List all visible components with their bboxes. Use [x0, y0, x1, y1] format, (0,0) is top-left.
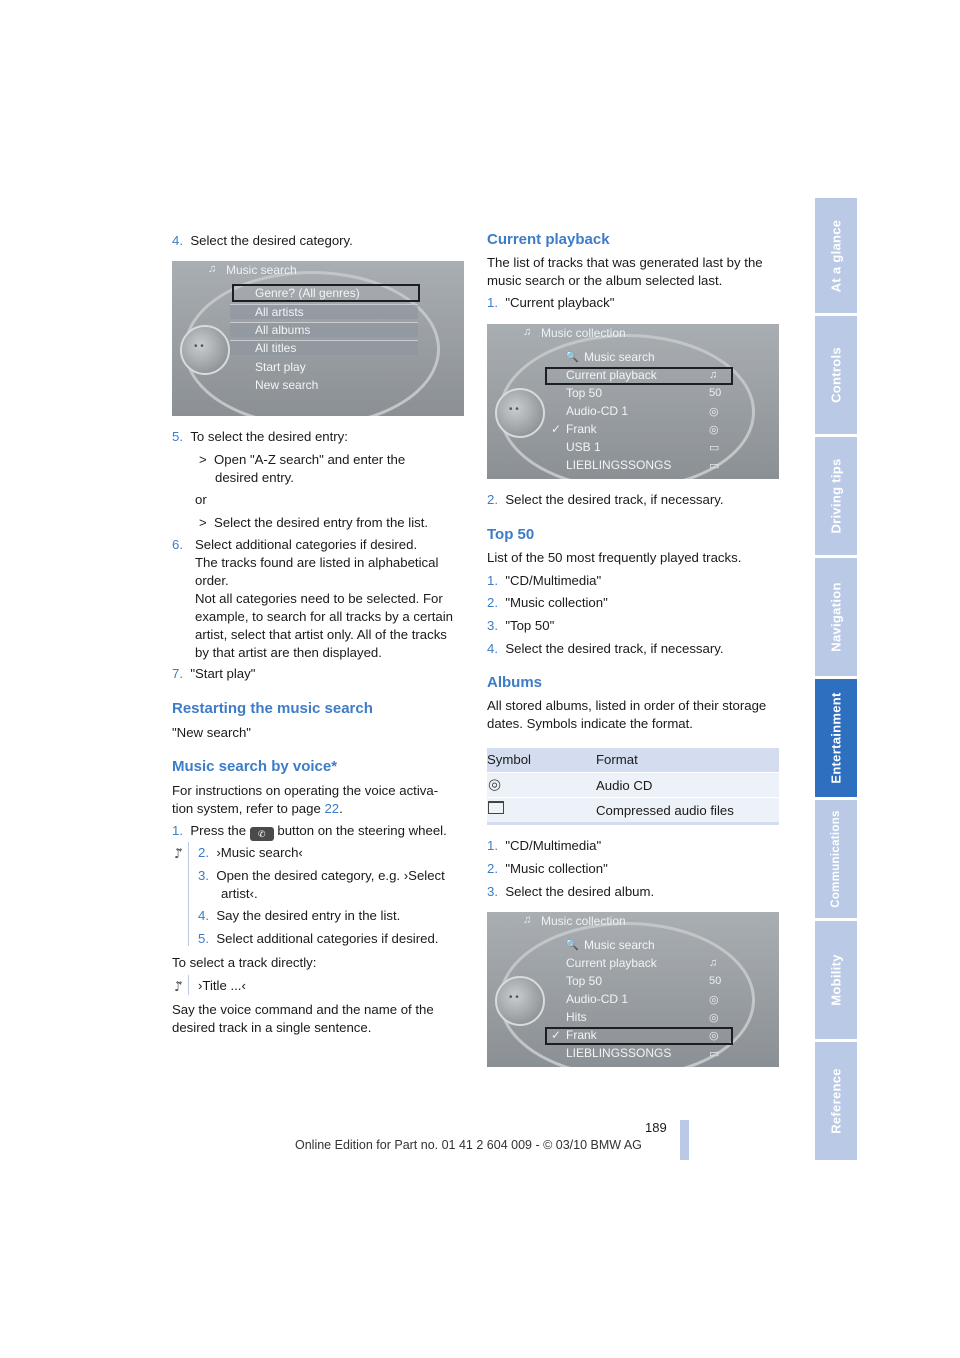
voice-command-icon: ♪⃡: [174, 979, 183, 994]
voice-button-icon: ✆: [250, 827, 274, 841]
table-header-symbol: Symbol: [487, 752, 531, 767]
voice-intro: For instructions on operating the voice activa- tion system, refer to page 22.: [172, 783, 439, 816]
top50-step-1: 1. "CD/Multimedia": [487, 573, 602, 588]
side-tab-navigation[interactable]: Navigation: [815, 558, 857, 676]
table-header-format: Format: [596, 752, 638, 767]
menu-item: All titles: [255, 341, 297, 355]
music-collection-icon: ♫: [523, 914, 532, 926]
cd-icon: ◎: [709, 406, 719, 418]
voice-command-icon: ♪⃡: [174, 846, 183, 861]
page-number: 189: [645, 1120, 667, 1135]
albums-step-2: 2. "Music collection": [487, 861, 608, 876]
step-5-option-1: > Open "A-Z search" and enter the desired entry.: [199, 452, 406, 485]
direct-select-text: To select a track directly:: [172, 955, 317, 970]
controller-knob: [495, 976, 545, 1026]
page-link-22[interactable]: 22: [324, 801, 340, 816]
side-tab-communications[interactable]: Communications: [815, 800, 857, 918]
top50-step-2: 2. "Music collection": [487, 595, 608, 610]
search-icon: 🔍: [565, 351, 579, 363]
folder-icon: ▭: [709, 460, 720, 472]
menu-item: All albums: [255, 323, 311, 337]
albums-text: All stored albums, listed in order of their storage dates. Symbols indicate the format.: [487, 698, 767, 731]
cd-icon: ◎: [709, 1030, 719, 1042]
voice-step-1: 1. Press the ✆ button on the steering wheel.: [172, 823, 447, 839]
edition-footer: Online Edition for Part no. 01 41 2 604 009 - © 03/10 BMW AG: [295, 1138, 642, 1152]
cd-icon: ◎: [709, 1012, 719, 1024]
screenshot-music-collection-albums: ♫ Music collection • • 🔍 Music search Current playback Top 50 Audio-CD 1 Hits ✓ Frank LIEBLINGSSONGS ♫ 50 ◎ ◎ ◎ ▭: [487, 912, 779, 1067]
side-tab-controls[interactable]: Controls: [815, 316, 857, 434]
current-playback-text: The list of tracks that was generated last by the music search or the album selected last.: [487, 255, 763, 288]
voice-step-3: 3. Open the desired category, e.g. ›Select artist‹.: [198, 868, 445, 901]
step-5-option-2: > Select the desired entry from the list.: [199, 515, 429, 530]
menu-item: New search: [255, 378, 319, 392]
page-marker-bar: [680, 1120, 689, 1160]
shot1-title: Music search: [226, 263, 297, 277]
controller-knob: [180, 325, 230, 375]
music-search-icon: ♫: [208, 263, 217, 275]
audio-cd-icon: ◎: [488, 776, 502, 793]
step-7: 7. "Start play": [172, 666, 256, 681]
music-collection-icon: ♫: [523, 326, 532, 338]
side-tab-reference[interactable]: Reference: [815, 1042, 857, 1160]
playlist-icon: ♫: [709, 369, 718, 381]
cd-icon: ◎: [709, 994, 719, 1006]
screenshot-music-search: [172, 261, 464, 416]
side-tab-mobility[interactable]: Mobility: [815, 921, 857, 1039]
top50-icon: 50: [709, 975, 722, 987]
menu-item: Genre? (All genres): [255, 286, 360, 300]
top50-step-4: 4. Select the desired track, if necessary.: [487, 641, 724, 656]
heading-restarting-music-search: Restarting the music search: [172, 700, 373, 717]
folder-icon: ▭: [709, 1048, 720, 1060]
voice-step-5: 5. Select additional categories if desired.: [198, 931, 439, 946]
heading-music-search-by-voice: Music search by voice*: [172, 758, 338, 775]
heading-current-playback: Current playback: [487, 231, 610, 248]
top50-text: List of the 50 most frequently played tracks.: [487, 550, 742, 565]
current-step-1: 1. "Current playback": [487, 295, 615, 310]
albums-step-3: 3. Select the desired album.: [487, 884, 655, 899]
screenshot-music-collection-current: ♫ Music collection • • 🔍 Music search Current playback Top 50 Audio-CD 1 ✓ Frank USB 1 LIEBLINGSSONGS ♫ 50 ◎ ◎ ▭ ▭: [487, 324, 779, 479]
cd-icon: ◎: [709, 424, 719, 436]
voice-step-4: 4. Say the desired entry in the list.: [198, 908, 401, 923]
check-icon: ✓: [551, 1028, 562, 1042]
side-tab-driving-tips[interactable]: Driving tips: [815, 437, 857, 555]
albums-step-1: 1. "CD/Multimedia": [487, 838, 602, 853]
table-cell-compressed: Compressed audio files: [596, 803, 734, 818]
top50-step-3: 3. "Top 50": [487, 618, 555, 633]
step-6-text: Select additional categories if desired. The tracks found are listed in alphabetical order. Not all categories need to be selected. For example, to search for all tracks by a certain artist, select that artist only. All of the tracks by that artist are then displayed.: [195, 537, 453, 660]
or-text: or: [195, 492, 207, 507]
step-5: 5. To select the desired entry:: [172, 429, 348, 444]
folder-icon: ▭: [709, 442, 720, 454]
playlist-icon: ♫: [709, 957, 718, 969]
current-step-2: 2. Select the desired track, if necessary.: [487, 492, 724, 507]
side-tab-at-a-glance[interactable]: At a glance: [815, 198, 857, 313]
title-command: ›Title ...‹: [198, 978, 246, 993]
say-command-text: Say the voice command and the name of the desired track in a single sentence.: [172, 1002, 434, 1035]
search-icon: 🔍: [565, 939, 579, 951]
voice-step-2: 2. ›Music search‹: [198, 845, 303, 860]
menu-item: Start play: [255, 360, 306, 374]
controller-knob: [495, 388, 545, 438]
top50-icon: 50: [709, 387, 722, 399]
check-icon: ✓: [551, 422, 562, 436]
step-6-num: 6.: [172, 537, 183, 552]
table-cell-audio-cd: Audio CD: [596, 778, 653, 793]
step-4: 4. Select the desired category.: [172, 233, 353, 248]
side-tab-entertainment[interactable]: Entertainment: [815, 679, 857, 797]
heading-top-50: Top 50: [487, 526, 535, 543]
compressed-audio-icon: [488, 801, 504, 814]
heading-albums: Albums: [487, 674, 543, 691]
menu-item: All artists: [255, 305, 304, 319]
restart-text: "New search": [172, 725, 251, 740]
